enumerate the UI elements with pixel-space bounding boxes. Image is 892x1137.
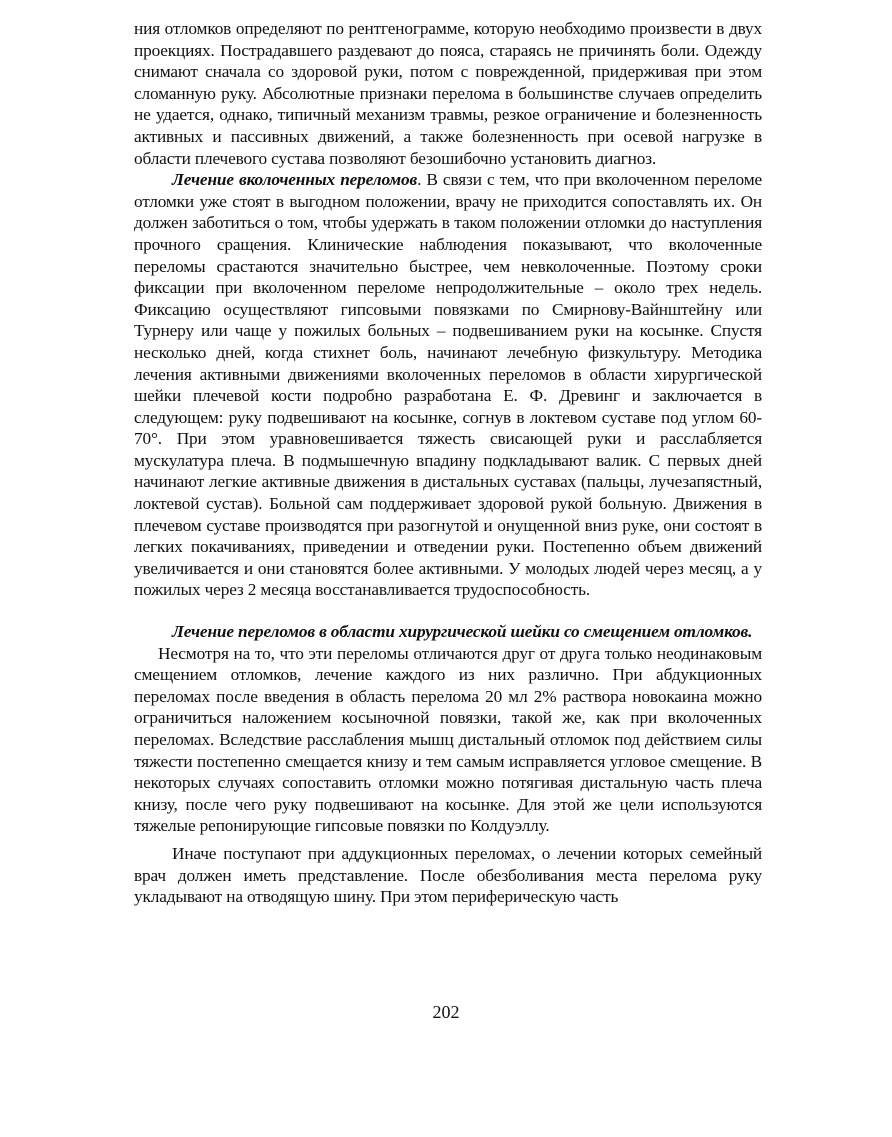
page-number: 202 xyxy=(432,1002,460,1022)
paragraph-diagnosis: ния отломков определяют по рентгенограмме, которую необходимо произвести в двух проекциях. Пострадавшего раздевают до пояса, стараясь не причинять боли. Одежду снимают сначала со здоровой руки, потом с поврежденной, придерживая при этом сломанную руку. Абсолютные признаки перелома в большинстве случаев определить не удается, однако, типичный механизм травмы, резкое ограничение и болезненность активных и пассивных движений, а также болезненность при осевой нагрузке в области плечевого сустава позволяют безошибочно установить диагноз. xyxy=(134,19,762,168)
paragraph-impacted-fractures-text: . В связи с тем, что при вколоченном переломе отломки уже стоят в выгодном положении, врачу не приходится сопоставлять их. Он должен заботиться о том, чтобы удержать в таком положении отломки до наступления прочного сращения. Клинические наблюдения показывают, что вколоченные переломы срастаются значительно быстрее, чем невколоченные. Поэтому сроки фиксации при вколоченном переломе непродолжительные – около трех недель. Фиксацию осуществляют гипсовыми повязками по Смирнову-Вайнштейну или Турнеру или чаще у пожилых больных – подвешиванием руки на косынке. Спустя несколько дней, когда стихнет боль, начинают лечебную физкультуру. Методика лечения активными движениями вколоченных переломов в области хирургической шейки плечевой кости подробно разработана Е. Ф. Древинг и заключается в следующем: руку подвешивают на косынке, согнув в локтевом суставе под углом 60-70°. При этом уравновешивается тяжесть свисающей руки и расслабляется мускулатура плеча. В подмышечную впадину подкладывают валик. С первых дней начинают легкие активные движения в дистальных суставах (пальцы, лучезапястный, локтевой сустав). Больной сам поддерживает здоровой рукой больную. Движения в плечевом суставе производятся при разогнутой и онущенной вниз руке, они состоят в легких покачиваниях, приведении и отведении руки. Постепенно объем движений увеличивается и они становятся более активными. У молодых людей через месяц, а у пожилых через 2 месяца восстанавливается трудоспособность. xyxy=(134,170,762,600)
section-heading-displaced-fractures: Лечение переломов в области хирургической шейки со смещением отломков. xyxy=(172,622,753,642)
paragraph-impacted-fractures xyxy=(134,169,762,601)
paragraph-abduction-fractures: Несмотря на то, что эти переломы отличаются друг от друга только неодинаковым смещением отломков, лечение каждого из них различно. При абдукционных переломах после введения в область перелома 20 мл 2% раствора новокаина можно ограничиться наложением косыночной повязки, такой же, как при вколоченных переломах. Вследствие расслабления мышц дистальный отломок под действием силы тяжести постепенно смещается книзу и тем самым исправляется угловое смещение. В некоторых случаях сопоставить отломки можно потягивая дистальную часть плеча книзу, после чего руку подвешивают на косынке. Для этой же цели используются тяжелые репонирующие гипсовые повязки по Колдуэллу. xyxy=(134,643,762,836)
section-lead-impacted-fractures: Лечение вколоченных переломов xyxy=(172,170,418,190)
page-body xyxy=(134,18,762,908)
paragraph-adduction-fractures: Иначе поступают при аддукционных переломах, о лечении которых семейный врач должен иметь представление. После обезболивания места перелома руку укладывают на отводящую шину. При этом периферическую часть xyxy=(134,843,762,907)
